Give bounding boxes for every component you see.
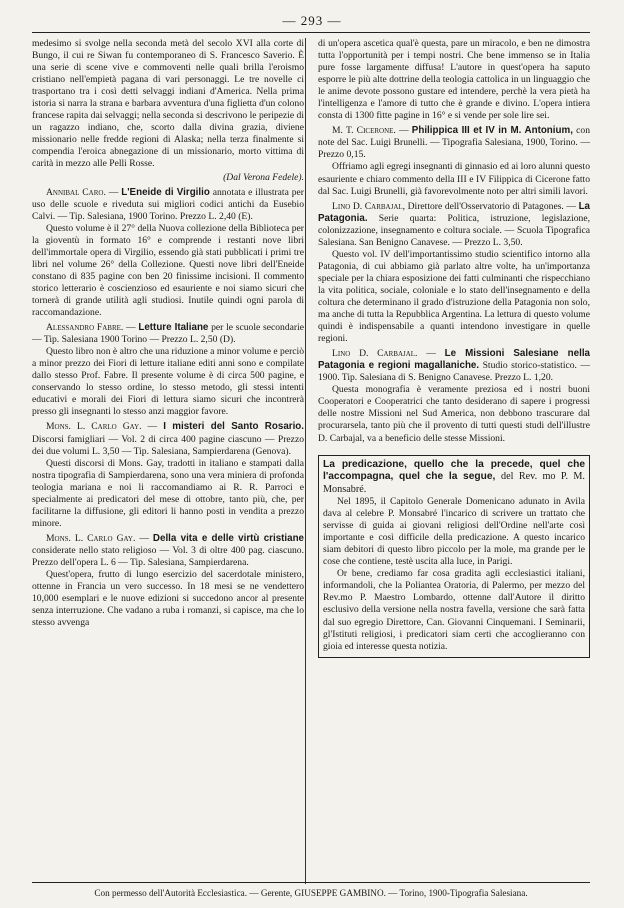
book-entry-eneide (32, 187, 304, 320)
entry-heading: Mons. L. Carlo Gay. — Della vita e delle virtù cristiane considerate nello stato religioso — Vol. 3 di oltre 400 pag. ciascuno. Prezzo dell'opera L. 6 — Tip. Salesiana, Sampierdarena. (32, 532, 305, 568)
entry-description: Serie quarta: Politica, istruzione, legislazione, colonizzazione, insegnamento e coltura sociale. — Scuola Tipografica Salesiana. San Benigno Canavese. — Prezzo L. 3,50. (318, 212, 590, 248)
book-entry-patagonia (318, 201, 590, 346)
entry-author: Mons. L. Carlo Gay. (46, 532, 136, 544)
entry-title: Letture Italiane (138, 322, 209, 334)
entry-title: L'Eneide di Virgilio (121, 186, 210, 198)
entry-heading: Mons. L. Carlo Gay. — I misteri del Santo Rosario. Discorsi famigliari — Vol. 2 di circa 400 pagine ciascuno — Prezzo dei due volumi L. 3,50 — Tip. Salesiana, Sampierdarena (Genova). (32, 421, 305, 457)
entry-description: con note del Sac. Luigi Brunelli. — Tipografia Salesiana, 1900, Torino. — Prezzo 0,15. (318, 125, 590, 161)
entry-title: Le Missioni Salesiane nella Patagonia e regioni magallaniche. (318, 348, 591, 372)
entry-body: Questo vol. IV dell'importantissimo studio scientifico intorno alla Patagonia, di cui abbiamo già parlato altre volte, ha un'importanza speciale per la chiara esposizione dei fatti culminanti che rispecchiano la vita politica, sociale, coloniale e lo stato dell'insegnamento e della coltura che determinano il grado d'istruzione della Patagonia non solo, ma anche di tutta la Repubblica Argentina. La lettura di questo volume quindi è indispensabile a quanti intendono investigare in quelle regioni. (318, 248, 590, 345)
column-divider (305, 38, 306, 884)
entry-title: I misteri del Santo Rosario. (163, 421, 305, 433)
entry-heading: Alessandro Fabre. — Letture Italiane per le scuole secondarie — Tip. Salesiana 1900 Torino — Prezzo L. 2,50 (D). (32, 322, 304, 346)
entry-title: La Patagonia. (318, 200, 590, 224)
right-column (318, 38, 590, 658)
box-lead-title: La predicazione, quello che la precede, quel che l'accompagna, quel che la segue, (323, 458, 585, 483)
entry-body: Questa monografia è veramente preziosa ed i nostri buoni Cooperatori e Cooperatrici che tanto desiderano di sapere i progressi delle nostre Missioni nel Sud America, non debbono trascurare dal procurarsela, tanto più che il provento di tutti questi studi dell'illustre D. Carbajal, va a beneficio delle stesse Missioni. (318, 384, 590, 444)
entry-heading: M. T. Cicerone. — Philippica III et IV in M. Antonium, con note del Sac. Luigi Brunelli. — Tipografia Salesiana, 1900, Torino. — Prezzo 0,15. (318, 125, 590, 161)
entry-author: Lino D. Carbajal, (332, 200, 406, 212)
entry-author: M. T. Cicerone. (332, 125, 396, 137)
entry-body: Offriamo agli egregi insegnanti di ginnasio ed ai loro alunni questo esauriente e chiaro commento della III e IV Filippica di Cicerone fatto dal Sac. Luigi Brunelli, già favorevolmente noto per altri simili lavori. (318, 161, 590, 197)
book-entry-missioni (318, 348, 590, 444)
entry-description: Studio storico-statistico. — 1900. Tip. Salesiana di S. Benigno Canavese. Prezzo L. 1,20. (318, 360, 590, 384)
page-number: — 293 — (282, 13, 342, 28)
left-column (32, 38, 304, 629)
entry-description: per le scuole secondarie — Tip. Salesiana 1900 Torino — Prezzo L. 2,50 (D). (32, 322, 304, 346)
continuation-paragraph: di un'opera ascetica qual'è questa, pare un miracolo, e ben ne dimostra tutta l'opportunità per i tempi nostri. Che bene immenso se in Italia pure fosse largamente diffusa! L'autore in quest'opera ha saputo esporre le più alte dottrine della teologia cattolica in un linguaggio che le anime devote possono gustare ed intendere, perchè la vera pietà ha l'intelligenza e l'amore di tutto che è grande e divino. L'opera intiera consta di 1300 fitte pagine in 16° e si vende per sole lire sei. (318, 38, 590, 122)
header-rule (32, 32, 590, 33)
book-entry-philippica (318, 125, 590, 197)
entry-heading (318, 201, 590, 249)
entry-author: Annibal Caro. (46, 186, 106, 198)
box-lead (323, 459, 585, 497)
entry-body: Questo volume è il 27° della Nuova collezione della Biblioteca per la gioventù in formato 16° e comprende i restanti nove libri dell'immortale opera di Virgilio, essendo già stati pubblicati i primi tre libri nel volume 26° della Collezione. Questi nove libri dell'Eneide constano di 835 pagine con ben 20 finissime incisioni. Il commento storico letterario è coscienzioso ed esauriente e noi siamo sicuri che tornerà di grande utilità agli studiosi. Inutile quindi ogni parola di raccomandazione. (32, 222, 304, 319)
predicazione-notice-box (318, 455, 590, 658)
box-paragraph-1: Nel 1895, il Capitolo Generale Domenicano adunato in Avila dava al celebre P. Monsabré l'incarico di scrivere un trattato che servisse di guida ai giovani religiosi dell'Ordine nell'arte così importante e così difficile della predicazione. A questo incarico siam debitori di questo libro piccolo per la mole, ma grande per le cose che contiene, testè uscita alla luce, in Parigi. (323, 496, 585, 568)
entry-body: Quest'opera, frutto di lungo esercizio del sacerdotale ministero, ottenne in Francia un vero successo. In 18 mesi se ne vendettero 10,000 esemplari e le nuove edizioni si succedono ancor al presente senza interruzione. Che vadano a ruba i romanzi, si capisce, ma che lo stesso avvenga (32, 569, 304, 629)
box-lead-author: del Rev. mo P. M. Monsabré. (323, 471, 585, 495)
entry-description: considerate nello stato religioso — Vol. 3 di oltre 400 pag. ciascuno. Prezzo dell'opera L. 6 — Tip. Salesiana, Sampierdarena. (32, 544, 304, 568)
entry-title: Della vita e delle virtù cristiane (152, 532, 305, 544)
box-paragraph-2: Or bene, crediamo far cosa gradita agli ecclesiastici italiani, informandoli, che la Polianteа Oratoria, di Palermo, per mezzo del Rev.mo P. Maestro Lombardo, ottenne dall'Autore il diritto esclusivo della versione nella nostra favella, versione che sarà fatta dal suo egregio Direttore, Can. Giovanni Cinquemani. I Seminarii, gl'Istituti religiosi, i predicatori siam certi che accoglieranno con gioia ed interesse questa notizia. (323, 568, 585, 652)
entry-description: Discorsi famigliari — Vol. 2 di circa 400 pagine ciascuno — Prezzo dei due volumi L. 3,50 — Tip. Salesiana, Sampierdarena (Genova). (32, 433, 304, 457)
book-entry-rosario (32, 421, 304, 529)
imprint-footer: Con permesso dell'Autorità Ecclesiastica. — Gerente, GIUSEPPE GAMBINO. — Torino, 1900-Tipografia Salesiana. (94, 888, 528, 898)
entry-author: Mons. L. Carlo Gay. (46, 421, 142, 433)
entry-body: Questi discorsi di Mons. Gay, tradotti in italiano e stampati dalla nostra tipografia di Sampierdarena, sono una vera miniera di profonda teologia mariana e noi li raccomandiamo ai R. R. Parroci e specialmente ai predicatori del mese di ottobre, tanto più, che, per facilitarne la diffusione, gli editori li hanno posti in vendita a prezzo minore. (32, 457, 304, 529)
intro-signature: (Dal Verona Fedele). (223, 171, 304, 183)
entry-body: Questo libro non è altro che una riduzione a minor volume e perciò a minor prezzo dei Fiori di letture italiane editi anni sono e compilate dallo stesso Prof. Fabre. Il presente volume è di circa 500 pagine, e conservando lo stesso ordine, lo stesso metodo, gli stessi intenti educativi e morali dei Fiori di lettura siamo sicuri che incontrerà presso gli insegnanti lo stesso anzi maggior favore. (32, 346, 304, 418)
entry-description: annotata e illustrata per uso delle scuole e riveduta sui migliori codici antichi da Eusebio Calvi. — Tip. Salesiana, 1900 Torino. Prezzo L. 2,40 (E). (32, 186, 304, 222)
entry-title: Philippica III et IV in M. Antonium, (411, 125, 573, 137)
entry-heading: Annibal Caro. — L'Eneide di Virgilio annotata e illustrata per uso delle scuole e riveduta sui migliori codici antichi da Eusebio Calvi. — Tip. Salesiana, 1900 Torino. Prezzo L. 2,40 (E). (32, 186, 304, 222)
intro-paragraph: medesimo si svolge nella seconda metà del secolo XVI alla corte di Bungo, il cui re Siwan fu contemporaneo di S. Francesco Saverio. È una serie di scene vive e commoventi nelle quali brilla l'eroismo cristiano nell'empietà pagana di vari personaggi. Le tre novelle ci trasportano tra i così detti selvaggi indiani d'America. Nella prima istoria si narra la strana e barbara avventura d'una figlietta d'un colono francese rapita dai selvaggi; nella seconda si descrivono le peripezie di un ragazzo indiano, che, scorto dalla divina grazia, diviene missionario nelle fredde regioni di Alaska; nella terza finalmente si compendia l'eroica abnegazione di un missionario, morto vittima di carità in mezzo alle Pelli Rosse. (32, 38, 304, 170)
entry-heading: Lino D. Carbajal. — Le Missioni Salesiane nella Patagonia e regioni magallaniche. Studio storico-statistico. — 1900. Tip. Salesiana di S. Benigno Canavese. Prezzo L. 1,20. (318, 348, 591, 384)
book-entry-virtu (32, 533, 304, 629)
entry-author: Lino D. Carbajal. (332, 348, 418, 360)
entry-description-prefix: Direttore dell'Osservatorio di Patagones. — (407, 200, 576, 212)
footer-rule (32, 882, 590, 883)
book-entry-letture (32, 322, 304, 418)
entry-author: Alessandro Fabre. (46, 322, 124, 334)
